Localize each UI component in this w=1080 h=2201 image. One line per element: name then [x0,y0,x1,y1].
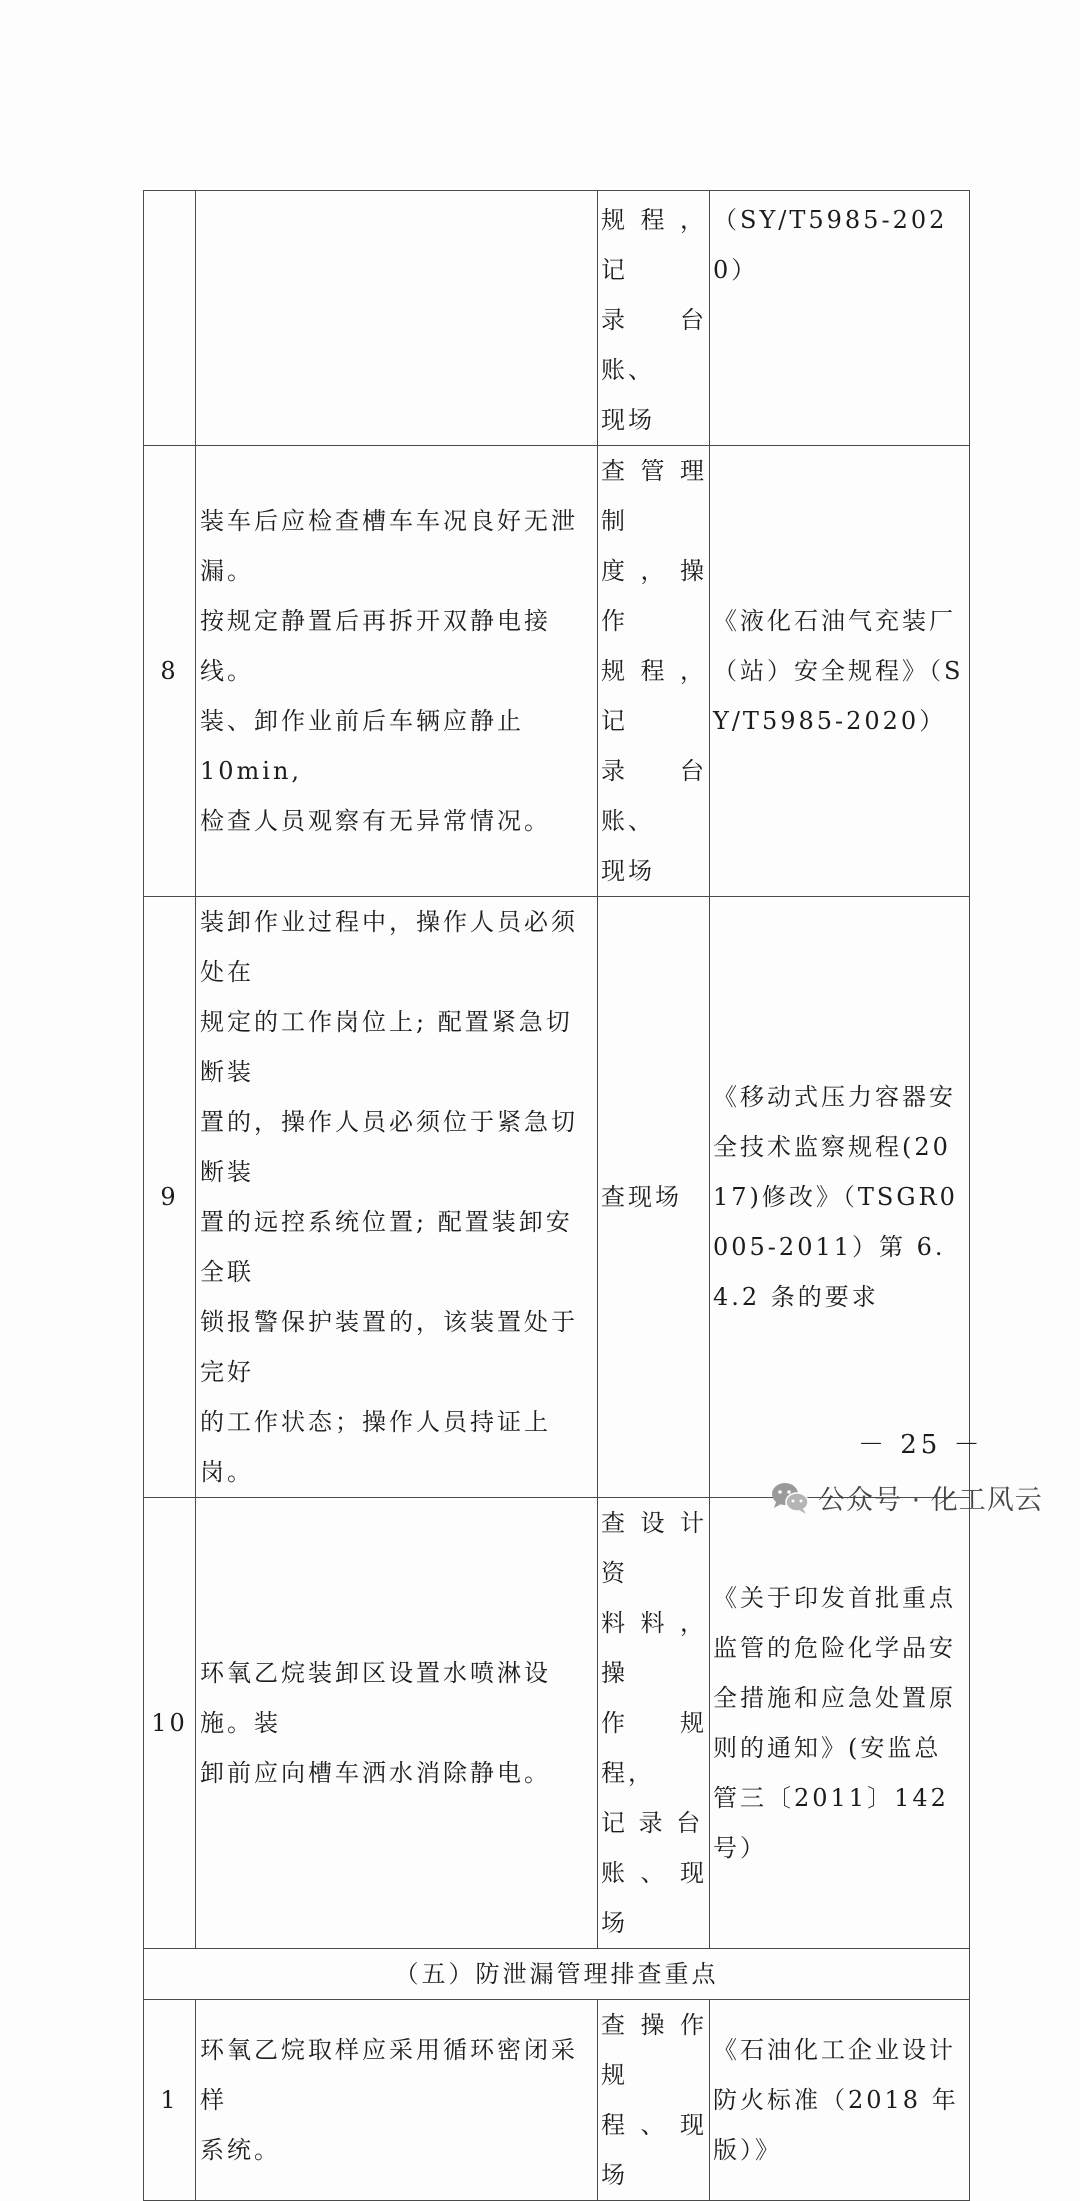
row-number [144,191,196,446]
basis-cell: 《液化石油气充装厂（站）安全规程》（SY/T5985-2020） [710,446,970,897]
method-cell: 查操作规 程、现场 [598,2000,710,2201]
table-row [144,2000,970,2201]
method-cell: 规程，记 录台账、 现场 [598,191,710,446]
section-heading: （五）防泄漏管理排查重点 [144,1949,970,2000]
row-number: 10 [144,1498,196,1949]
page-number: － 25 － [858,1430,984,1460]
row-number: 8 [144,446,196,897]
method-cell: 查设计资 料料，操 作规程， 记 录 台 账、现场 [598,1498,710,1949]
row-number: 1 [144,2000,196,2201]
requirement-cell: 装车后应检查槽车车况良好无泄漏。 按规定静置后再拆开双静电接线。 装、卸作业前后车辆应静止 10min, 检查人员观察有无异常情况。 [196,446,598,897]
method-cell: 查管理制 度，操作 规程，记 录台账、 现场 [598,446,710,897]
basis-cell: 《石油化工企业设计防火标准（2018 年版）》 [710,2000,970,2201]
basis-cell: 《移动式压力容器安全技术监察规程(2017)修改》（TSGR0005-2011）第 6.4.2 条的要求 [710,897,970,1498]
watermark-text: 公众号 · 化工风云 [818,1485,1043,1516]
table-row [144,446,970,897]
table-row [144,897,970,1498]
requirement-cell [196,191,598,446]
basis-cell: （SY/T5985-2020） [710,191,970,446]
watermark [770,1478,1043,1517]
wechat-icon [770,1481,810,1515]
row-number: 9 [144,897,196,1498]
requirement-cell: 装卸作业过程中，操作人员必须处在 规定的工作岗位上; 配置紧急切断装 置的，操作人员必须位于紧急切断装 置的远控系统位置; 配置装卸安全联 锁报警保护装置的，该装置处于完好 的工作状态；操作人员持证上岗。 [196,897,598,1498]
table-row [144,1498,970,1949]
method-cell: 查现场 [598,897,710,1498]
requirement-cell: 环氧乙烷取样应采用循环密闭采样 系统。 [196,2000,598,2201]
inspection-table [143,190,970,2201]
basis-cell: 《关于印发首批重点监管的危险化学品安全措施和应急处置原则的通知》(安监总管三〔2011〕142 号） [710,1498,970,1949]
table-row [144,191,970,446]
section-row [144,1949,970,2000]
requirement-cell: 环氧乙烷装卸区设置水喷淋设施。装 卸前应向槽车洒水消除静电。 [196,1498,598,1949]
